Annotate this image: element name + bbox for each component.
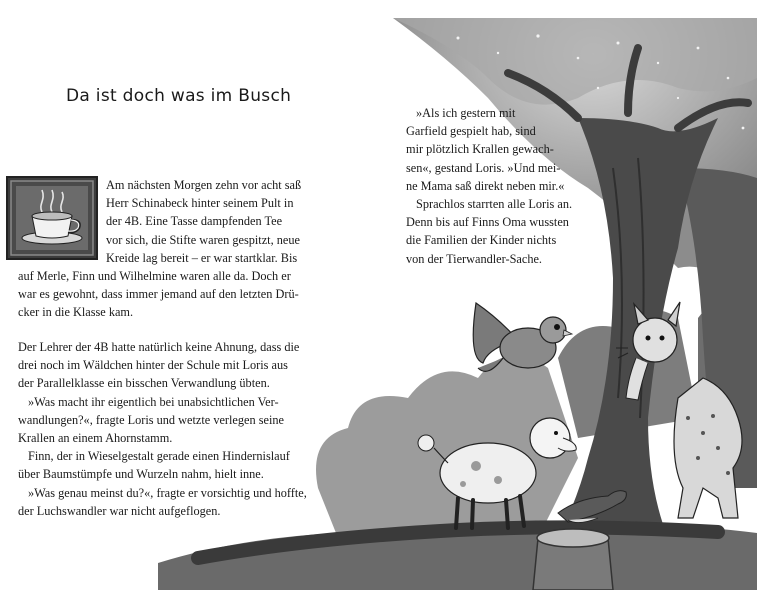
text-line: Herr Schinabeck hinter seinem Pult in	[106, 196, 294, 211]
text-line: ne Mama saß direkt neben mir.«	[406, 178, 565, 193]
text-line: der Parallelklasse ein bisschen Verwandlung übten.	[18, 376, 270, 391]
text-line: Sprachlos starrten alle Loris an.	[416, 197, 573, 212]
text-line: drei noch im Wäldchen hinter der Schule mit Loris aus	[18, 358, 288, 373]
text-line: »Was genau meinst du?«, fragte er vorsichtig und hoffte,	[28, 485, 307, 500]
text-line: Kreide lag bereit – er war startklar. Bis	[106, 250, 298, 265]
text-line: Krallen an einem Ahornstamm.	[18, 431, 173, 446]
text-line: die Familien der Kinder nichts	[406, 233, 557, 248]
text-line: Garfield gespielt hab, sind	[406, 124, 536, 139]
text-line: sen«, gestand Loris. »Und mei-	[406, 160, 561, 175]
flying-owl	[473, 303, 572, 371]
text-line: »Was macht ihr eigentlich bei unabsichtlichen Ver-	[28, 394, 279, 409]
right-page-text	[406, 104, 584, 268]
text-line: war es gewohnt, dass immer jemand auf den letzten Drü-	[18, 287, 299, 302]
text-line: Denn bis auf Finns Oma wussten	[406, 215, 569, 230]
text-line: vor sich, die Stifte waren gespitzt, neue	[106, 232, 300, 247]
text-line: der 4B. Eine Tasse dampfenden Tee	[106, 214, 283, 229]
text-line: auf Merle, Finn und Wilhelmine waren alle da. Doch er	[18, 269, 291, 284]
chapter-title: Da ist doch was im Busch	[66, 86, 292, 106]
text-line: cker in die Klasse kam.	[18, 305, 134, 320]
text-line: Finn, der in Wieselgestalt gerade einen Hindernislauf	[28, 449, 290, 464]
text-line: Der Lehrer der 4B hatte natürlich keine Ahnung, dass die	[18, 340, 300, 354]
text-line: über Baumstümpfe und Wurzeln nahm, hielt inne.	[18, 467, 264, 482]
text-line: von der Tierwandler-Sache.	[406, 251, 543, 266]
text-line: Am nächsten Morgen zehn vor acht saß	[106, 178, 302, 192]
text-line: wandlungen?«, fragte Loris und wetzte verlegen seine	[18, 412, 284, 427]
text-line: der Luchswandler war nicht aufgeflogen.	[18, 503, 221, 518]
text-line: »Als ich gestern mit	[416, 106, 516, 120]
text-line: mir plötzlich Krallen gewach-	[406, 142, 554, 157]
